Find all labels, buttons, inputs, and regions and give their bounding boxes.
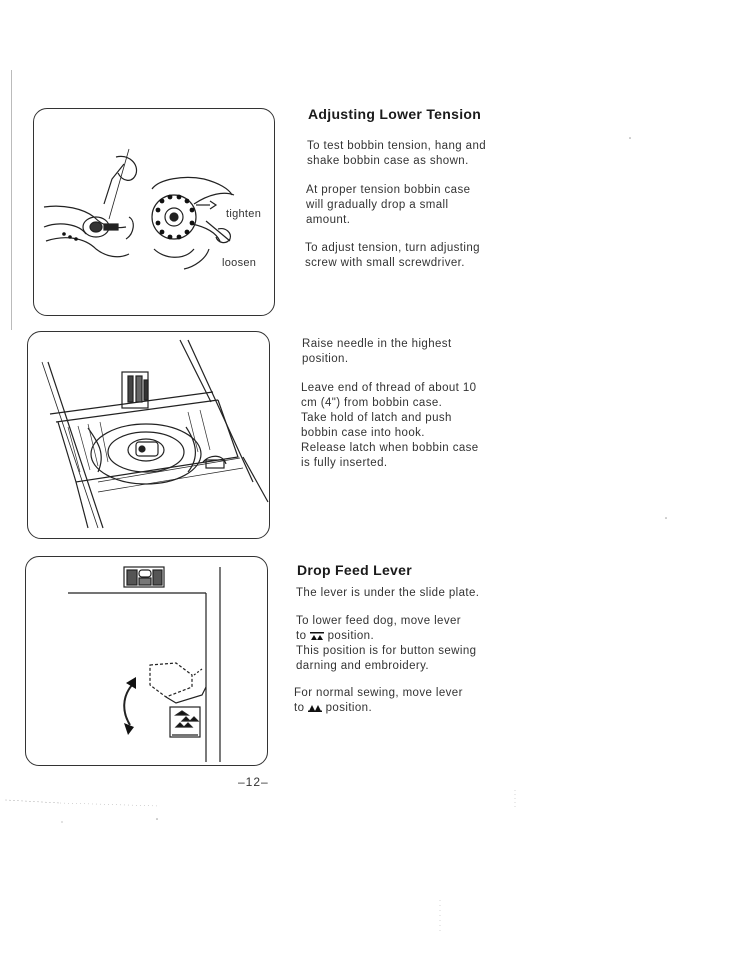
adjusting-lower-tension-heading: Adjusting Lower Tension bbox=[308, 106, 482, 122]
text-fragment: to bbox=[294, 702, 305, 714]
text-line: darning and embroidery. bbox=[296, 660, 430, 672]
text-line: At proper tension bobbin case bbox=[306, 184, 471, 196]
text-line: This position is for button sewing bbox=[296, 645, 477, 657]
text-line: For normal sewing, move lever bbox=[294, 687, 463, 699]
text-line: To adjust tension, turn adjusting bbox=[305, 242, 480, 254]
text-line: Raise needle in the highest bbox=[302, 338, 452, 350]
text-line: shake bobbin case as shown. bbox=[307, 155, 469, 167]
text-fragment: position. bbox=[325, 702, 373, 714]
text-fragment: position. bbox=[327, 630, 375, 642]
text-line: To lower feed dog, move lever bbox=[296, 615, 462, 627]
text-line: Release latch when bobbin case bbox=[301, 442, 479, 454]
text-line: cm (4") from bobbin case. bbox=[301, 397, 443, 409]
text-line: position. bbox=[302, 353, 349, 365]
text-line: bobbin case into hook. bbox=[301, 427, 425, 439]
text-line: To test bobbin tension, hang and bbox=[307, 140, 487, 152]
page-number: –12– bbox=[238, 775, 269, 789]
text-line: amount. bbox=[306, 214, 351, 226]
text-line: screw with small screwdriver. bbox=[305, 257, 465, 269]
loosen-label: loosen bbox=[222, 257, 257, 269]
text-line: Leave end of thread of about 10 bbox=[301, 382, 477, 394]
drop-feed-lever-heading: Drop Feed Lever bbox=[297, 562, 412, 578]
text-line: is fully inserted. bbox=[301, 457, 388, 469]
tighten-label: tighten bbox=[226, 208, 262, 220]
text-line: Take hold of latch and push bbox=[301, 412, 452, 424]
text-line: will gradually drop a small bbox=[306, 199, 449, 211]
text-fragment: to bbox=[296, 630, 307, 642]
text-line: The lever is under the slide plate. bbox=[296, 587, 480, 599]
